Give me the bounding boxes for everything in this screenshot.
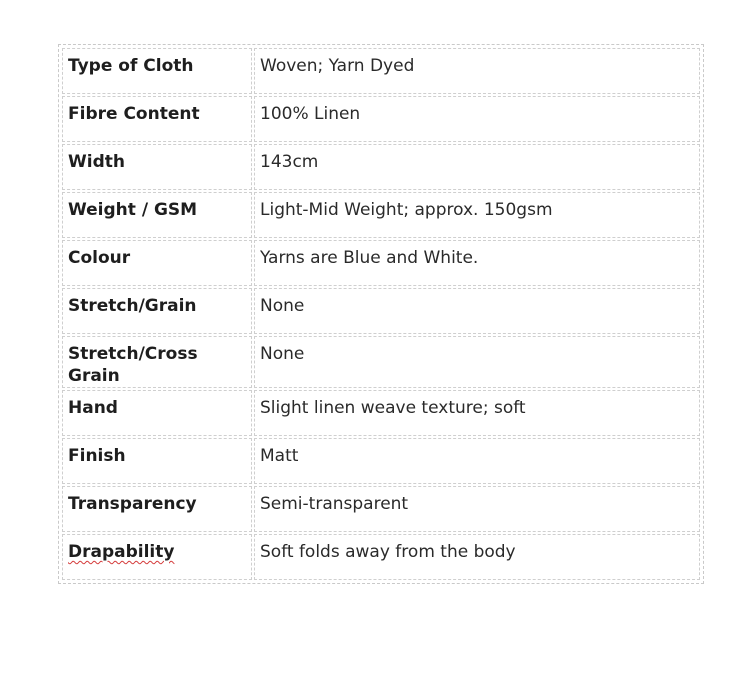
row-value-width[interactable]: 143cm: [254, 144, 700, 190]
fabric-spec-table-container: [58, 44, 704, 584]
table-row: [62, 240, 700, 286]
row-value-hand[interactable]: Slight linen weave texture; soft: [254, 390, 700, 436]
row-value-colour[interactable]: Yarns are Blue and White.: [254, 240, 700, 286]
table-row: [62, 48, 700, 94]
table-row: [62, 96, 700, 142]
row-value-transparency[interactable]: Semi-transparent: [254, 486, 700, 532]
table-row: [62, 438, 700, 484]
row-label-drapability: Drapability: [68, 542, 175, 562]
table-row: [62, 192, 700, 238]
row-label-transparency[interactable]: Transparency: [62, 486, 252, 532]
table-row: [62, 288, 700, 334]
row-value-stretch-grain[interactable]: None: [254, 288, 700, 334]
fabric-spec-table: [60, 46, 702, 582]
row-value-fibre-content[interactable]: 100% Linen: [254, 96, 700, 142]
row-label-drapability-cell[interactable]: [62, 534, 252, 580]
row-value-type-of-cloth[interactable]: Woven; Yarn Dyed: [254, 48, 700, 94]
row-label-width[interactable]: Width: [62, 144, 252, 190]
table-row: [62, 486, 700, 532]
row-label-hand[interactable]: Hand: [62, 390, 252, 436]
row-label-stretch-cross-grain[interactable]: Stretch/Cross Grain: [62, 336, 252, 388]
row-value-finish[interactable]: Matt: [254, 438, 700, 484]
row-label-finish[interactable]: Finish: [62, 438, 252, 484]
row-label-fibre-content[interactable]: Fibre Content: [62, 96, 252, 142]
row-value-stretch-cross-grain[interactable]: None: [254, 336, 700, 388]
row-label-weight-gsm[interactable]: Weight / GSM: [62, 192, 252, 238]
row-value-drapability[interactable]: Soft folds away from the body: [254, 534, 700, 580]
row-label-colour[interactable]: Colour: [62, 240, 252, 286]
row-value-weight-gsm[interactable]: Light-Mid Weight; approx. 150gsm: [254, 192, 700, 238]
table-row: [62, 144, 700, 190]
row-label-stretch-grain[interactable]: Stretch/Grain: [62, 288, 252, 334]
row-label-type-of-cloth[interactable]: Type of Cloth: [62, 48, 252, 94]
table-row: [62, 336, 700, 388]
table-row: [62, 534, 700, 580]
table-row: [62, 390, 700, 436]
